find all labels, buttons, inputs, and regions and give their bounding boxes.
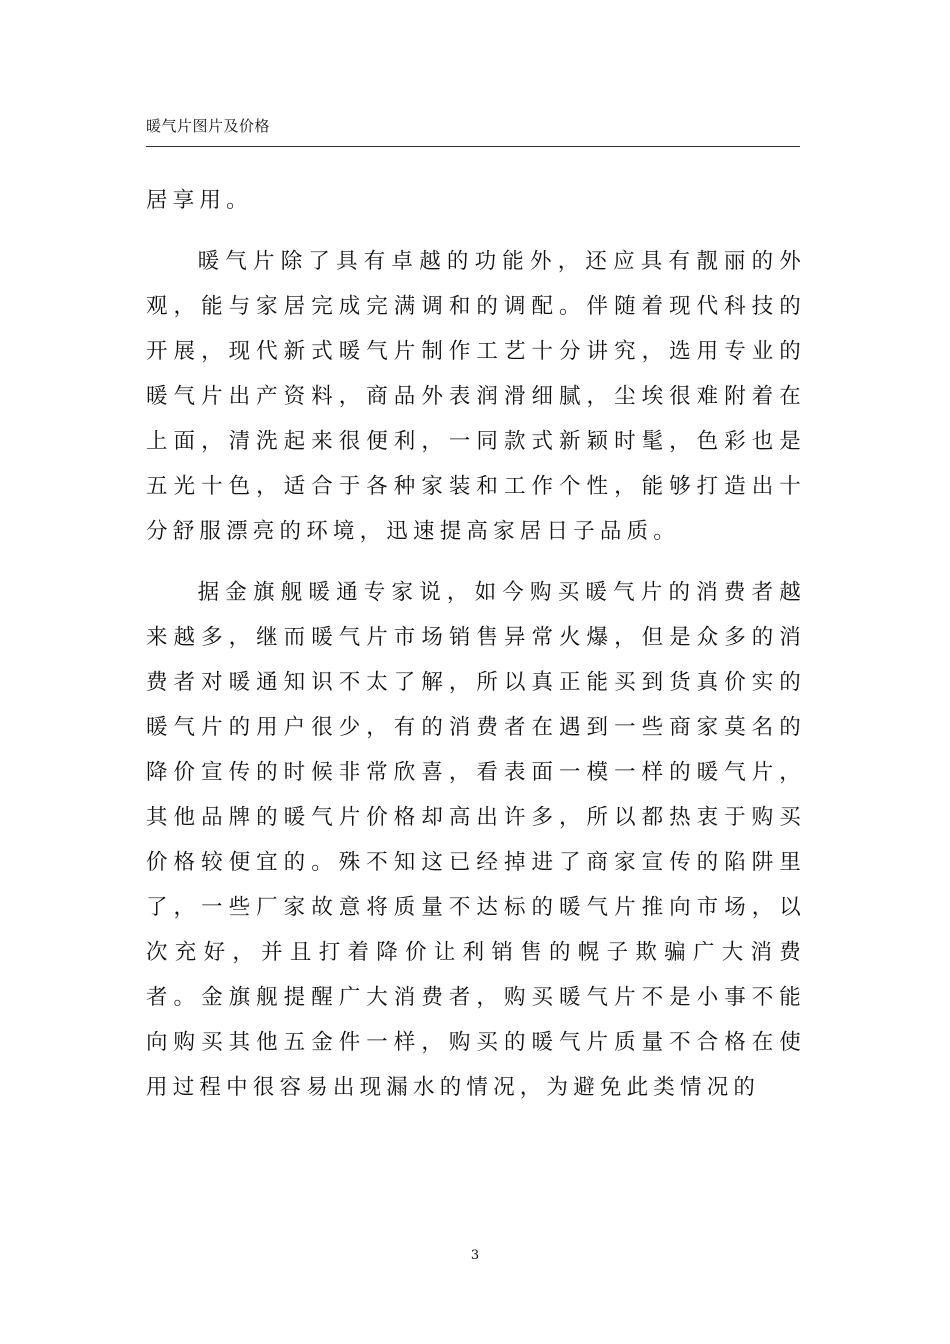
page-header: [146, 116, 800, 147]
document-title: 暖气片图片及价格: [146, 117, 271, 135]
header-divider: [146, 146, 800, 147]
paragraph-appearance: 暖气片除了具有卓越的功能外，还应具有靓丽的外观，能与家居完成完满调和的调配。伴随着现代科技的开展，现代新式暖气片制作工艺十分讲究，选用专业的暖气片出产资料，商品外表润滑细腻，尘埃很难附着在上面，清洗起来很便利，一同款式新颖时髦，色彩也是五光十色，适合于各种家装和工作个性，能够打造出十分舒服漂亮的环境，迅速提高家居日子品质。: [146, 249, 806, 544]
document-body: [146, 178, 806, 1110]
paragraph-continuation: 居享用。: [146, 188, 253, 213]
page-number: 3: [470, 1248, 480, 1263]
paragraph-expert-advice: 据金旗舰暖通专家说，如今购买暖气片的消费者越来越多，继而暖气片市场销售异常火爆，但是众多的消费者对暖通知识不太了解，所以真正能买到货真价实的暖气片的用户很少，有的消费者在遇到一些商家莫名的降价宣传的时候非常欣喜，看表面一模一样的暖气片，其他品牌的暖气片价格却高出许多，所以都热衷于购买价格较便宜的。殊不知这已经掉进了商家宣传的陷阱里了，一些厂家故意将质量不达标的暖气片推向市场，以次充好，并且打着降价让利销售的幌子欺骗广大消费者。金旗舰提醒广大消费者，购买暖气片不是小事不能向购买其他五金件一样，购买的暖气片质量不合格在使用过程中很容易出现漏水的情况，为避免此类情况的: [146, 580, 806, 1100]
